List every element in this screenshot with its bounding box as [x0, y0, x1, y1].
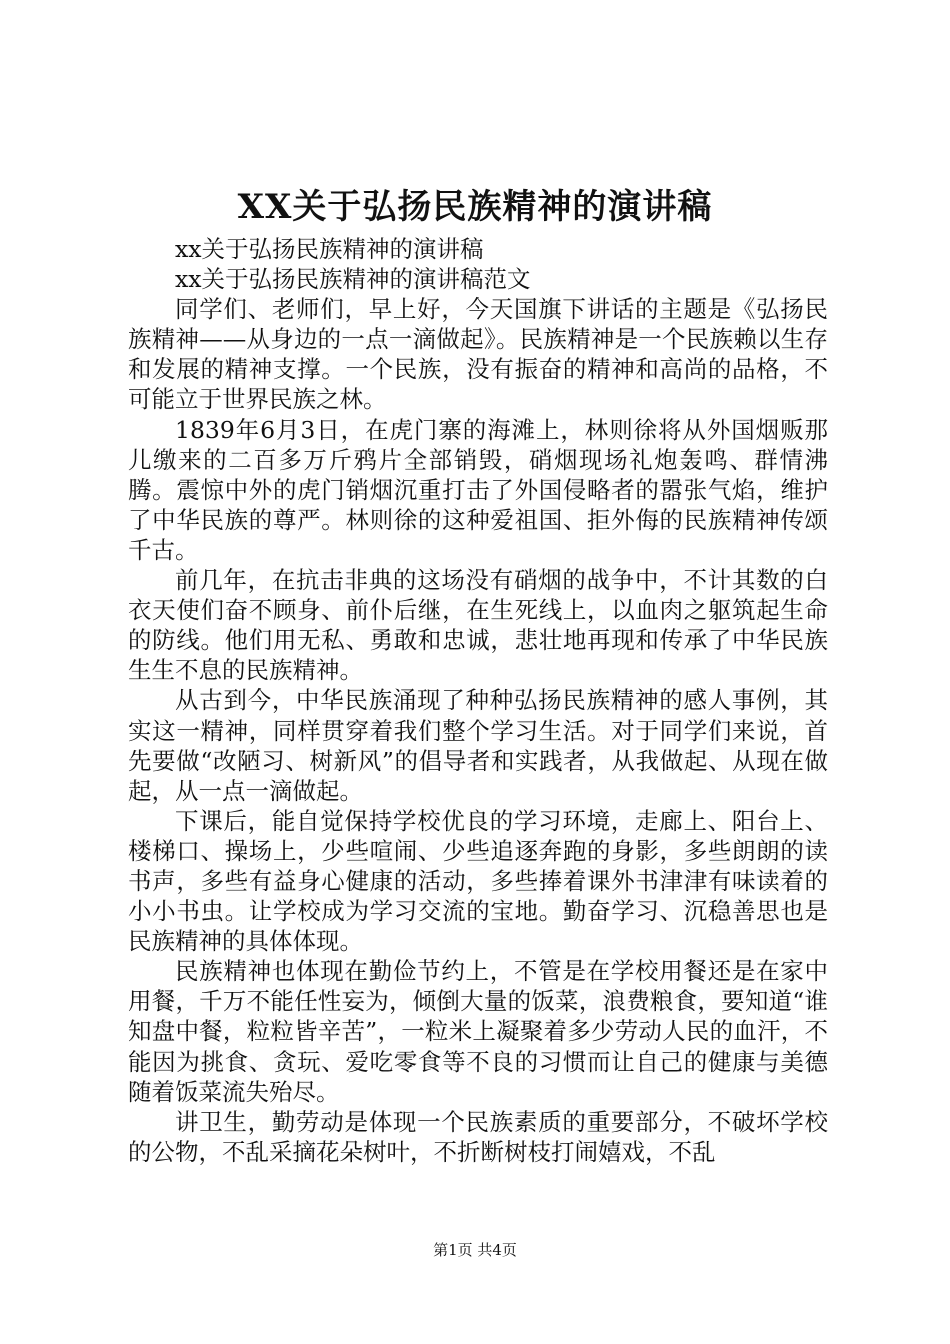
document-title: XX关于弘扬民族精神的演讲稿 [237, 187, 713, 227]
page-footer: 第1页 共4页 [433, 1241, 517, 1259]
paragraph-subtitle-fanwen: xx关于弘扬民族精神的演讲稿范文 [175, 265, 531, 294]
paragraph-after-class: 下课后，能自觉保持学校优良的学习环境，走廊上、阳台上、楼梯口、操场上，少些喧闹、少些追逐奔跑的身影，多些朗朗的读书声，多些有益身心健康的活动，多些捧着课外书津津有味读着的小小书虫。让学校成为学习交流的宝地。勤奋学习、沉稳善思也是民族精神的具体体现。 [128, 806, 828, 956]
paragraph-history: 从古到今，中华民族涌现了种种弘扬民族精神的感人事例，其实这一精神，同样贯穿着我们整个学习生活。对于同学们来说，首先要做“改陋习、树新风”的倡导者和实践者，从我做起、从现在做起，从一点一滴做起。 [128, 686, 828, 805]
paragraph-thrift: 民族精神也体现在勤俭节约上，不管是在学校用餐还是在家中用餐，千万不能任性妄为，倾倒大量的饭菜，浪费粮食，要知道“谁知盘中餐，粒粒皆辛苦”，一粒米上凝聚着多少劳动人民的血汗，不能因为挑食、贪玩、爱吃零食等不良的习惯而让自己的健康与美德随着饭菜流失殆尽。 [128, 957, 828, 1106]
paragraph-hygiene: 讲卫生，勤劳动是体现一个民族素质的重要部分，不破坏学校的公物，不乱采摘花朵树叶，不折断树枝打闹嬉戏，不乱 [128, 1107, 828, 1166]
paragraph-subtitle: xx关于弘扬民族精神的演讲稿 [175, 235, 484, 263]
document-body [128, 234, 828, 1167]
paragraph-sars: 前几年，在抗击非典的这场没有硝烟的战争中，不计其数的白衣天使们奋不顾身、前仆后继，在生死线上，以血肉之躯筑起生命的防线。他们用无私、勇敢和忠诚，悲壮地再现和传承了中华民族生生不息的民族精神。 [128, 566, 828, 685]
paragraph-greeting: 同学们、老师们，早上好，今天国旗下讲话的主题是《弘扬民族精神——从身边的一点一滴做起》。民族精神是一个民族赖以生存和发展的精神支撑。一个民族，没有振奋的精神和高尚的品格，不可能立于世界民族之林。 [128, 295, 828, 414]
paragraph-humen: 1839年6月3日，在虎门寨的海滩上，林则徐将从外国烟贩那儿缴来的二百多万斤鸦片全部销毁，硝烟现场礼炮轰鸣、群情沸腾。震惊中外的虎门销烟沉重打击了外国侵略者的嚣张气焰，维护了中华民族的尊严。林则徐的这种爱祖国、拒外侮的民族精神传颂千古。 [128, 415, 828, 564]
